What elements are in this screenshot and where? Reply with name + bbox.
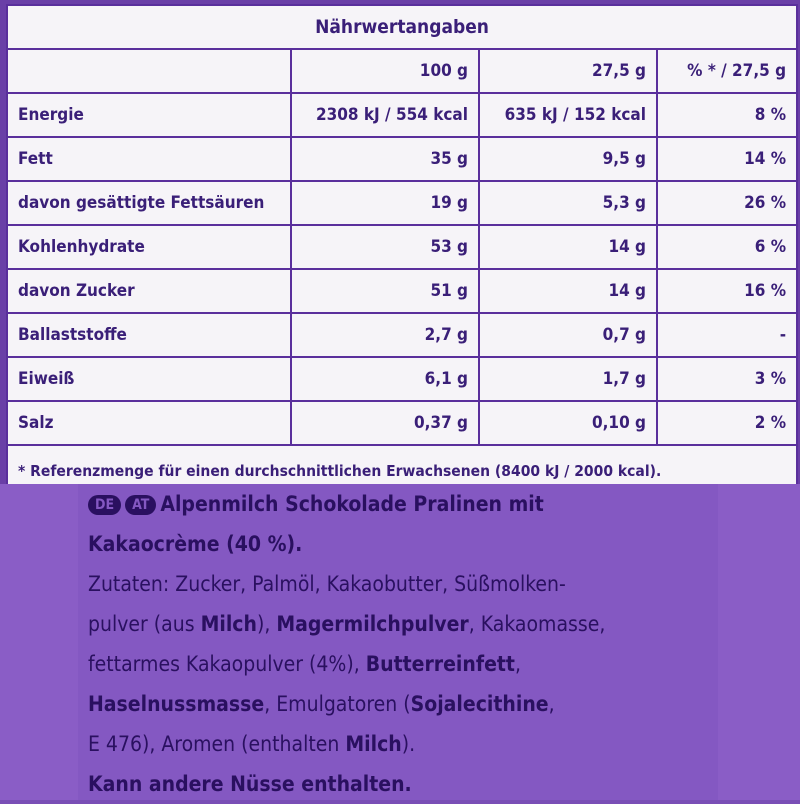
nutrition-table [6, 4, 798, 498]
ingredients-background-right [718, 484, 800, 800]
row-per-portion: 0,7 g [479, 313, 657, 357]
row-per-100g: 53 g [291, 225, 479, 269]
ingredients-line-3: Zutaten: Zucker, Palmöl, Kakaobutter, Süßmolken- [88, 572, 566, 596]
row-per-portion: 9,5 g [479, 137, 657, 181]
table-row [7, 357, 797, 401]
header-100g: 100 g [291, 49, 479, 93]
table-row [7, 225, 797, 269]
row-per-100g: 2308 kJ / 554 kcal [291, 93, 479, 137]
row-ri: 26 % [657, 181, 797, 225]
row-per-100g: 35 g [291, 137, 479, 181]
ingredients-line-5: fettarmes Kakaopulver (4%), Butterreinfett, [88, 652, 521, 676]
table-row [7, 269, 797, 313]
row-per-portion: 0,10 g [479, 401, 657, 445]
table-header-row [7, 49, 797, 93]
row-label: Kohlenhydrate [7, 225, 291, 269]
row-label: Energie [7, 93, 291, 137]
row-ri: 16 % [657, 269, 797, 313]
table-row [7, 313, 797, 357]
product-name-line-1 [88, 484, 708, 524]
row-per-100g: 19 g [291, 181, 479, 225]
row-label: davon gesättigte Fettsäuren [7, 181, 291, 225]
row-ri: - [657, 313, 797, 357]
product-name-text: Alpenmilch Schokolade Pralinen mit [160, 492, 544, 516]
row-per-100g: 0,37 g [291, 401, 479, 445]
ingredients-line-6: Haselnussmasse, Emulgatoren (Sojalecithine, [88, 692, 555, 716]
row-per-portion: 14 g [479, 269, 657, 313]
row-ri: 3 % [657, 357, 797, 401]
row-per-portion: 14 g [479, 225, 657, 269]
ingredients-background-left [0, 484, 78, 800]
table-row [7, 137, 797, 181]
row-label: Ballaststoffe [7, 313, 291, 357]
ingredients-line-4: pulver (aus Milch), Magermilchpulver, Kakaomasse, [88, 612, 606, 636]
table-row [7, 181, 797, 225]
row-label: davon Zucker [7, 269, 291, 313]
row-per-100g: 6,1 g [291, 357, 479, 401]
ingredients-block [78, 484, 718, 800]
badge-de: DE [88, 495, 121, 515]
row-ri: 8 % [657, 93, 797, 137]
header-portion: 27,5 g [479, 49, 657, 93]
row-ri: 6 % [657, 225, 797, 269]
row-ri: 2 % [657, 401, 797, 445]
footnote: * Referenzmenge für einen durchschnittlichen Erwachsenen (8400 kJ / 2000 kcal). [7, 445, 797, 497]
row-per-100g: 2,7 g [291, 313, 479, 357]
table-row [7, 401, 797, 445]
table-title-row [7, 5, 797, 49]
badge-at: AT [125, 495, 156, 515]
row-label: Fett [7, 137, 291, 181]
row-per-portion: 5,3 g [479, 181, 657, 225]
row-label: Salz [7, 401, 291, 445]
row-per-portion: 1,7 g [479, 357, 657, 401]
ingredients-line-7: E 476), Aromen (enthalten Milch). [88, 732, 416, 756]
table-title: Nährwertangaben [7, 5, 797, 49]
row-label: Eiweiß [7, 357, 291, 401]
product-name-line-2: Kakaocrème (40 %). [88, 532, 303, 556]
header-empty [7, 49, 291, 93]
row-per-portion: 635 kJ / 152 kcal [479, 93, 657, 137]
row-ri: 14 % [657, 137, 797, 181]
header-ri: % * / 27,5 g [657, 49, 797, 93]
table-row [7, 93, 797, 137]
allergen-note: Kann andere Nüsse enthalten. [88, 772, 412, 796]
row-per-100g: 51 g [291, 269, 479, 313]
